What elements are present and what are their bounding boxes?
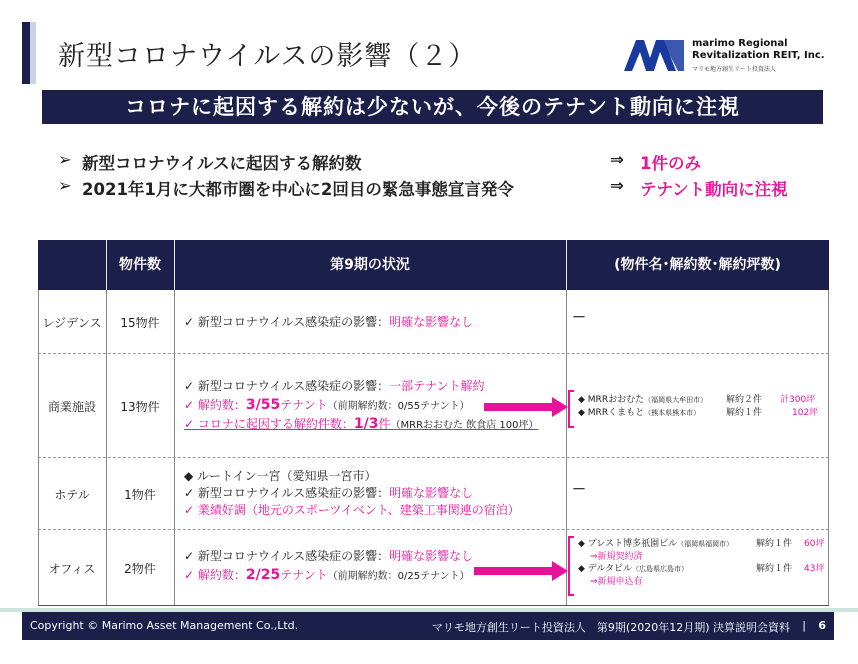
status-label: ✓ コロナに起因する解約件数： bbox=[184, 417, 354, 431]
row-count: 2物件 bbox=[124, 562, 156, 576]
cancel-area: 43坪 bbox=[804, 564, 825, 574]
cancel-ratio: 3/55 bbox=[245, 397, 281, 413]
hotel-name: ◆ ルートイン一宮（愛知県一宮市） bbox=[184, 469, 377, 483]
property-name: プレスト博多祇園ビル bbox=[587, 539, 678, 549]
row-count: 15物件 bbox=[120, 316, 160, 330]
table-row-office bbox=[38, 530, 829, 606]
property-name: デルタビル bbox=[587, 564, 632, 574]
previous-cancel: （前期解約数：0/25テナント） bbox=[327, 571, 470, 582]
status-label: ✓ 新型コロナウイルス感染症の影響： bbox=[184, 379, 390, 393]
header-status: 第9期の状況 bbox=[330, 257, 410, 273]
implies-icon: ⇒ bbox=[610, 150, 624, 169]
row-type: ホテル bbox=[54, 488, 90, 502]
detail-dash: － bbox=[572, 482, 586, 498]
logo-text-line2: Revitalization REIT, Inc. bbox=[692, 50, 825, 61]
logo-text-line1: marimo Regional bbox=[692, 38, 788, 49]
property-name: MRRおおむた bbox=[587, 395, 645, 405]
detail-bracket bbox=[568, 390, 574, 428]
bullet-text: 新型コロナウイルスに起因する解約数 bbox=[82, 154, 362, 173]
arrow-head-icon bbox=[552, 561, 568, 581]
cancel-area: 計300坪 bbox=[780, 395, 816, 405]
cancel-count: 解約１件 bbox=[756, 539, 793, 549]
arrow-office bbox=[474, 567, 554, 575]
status-unit: テナント bbox=[280, 568, 328, 582]
bullet-result: 1件のみ bbox=[640, 154, 701, 173]
row-count: 1物件 bbox=[124, 488, 156, 502]
detail-item bbox=[578, 407, 840, 420]
footer bbox=[22, 612, 834, 640]
table-row-residence bbox=[38, 290, 829, 354]
diamond-icon: ◆ bbox=[578, 564, 585, 574]
page-number: 6 bbox=[818, 619, 826, 632]
summary-bullet bbox=[58, 150, 838, 176]
detail-item bbox=[578, 538, 840, 551]
lease-note: ⇒新規申込有 bbox=[590, 577, 643, 587]
detail-item bbox=[578, 563, 840, 576]
cancel-area: 102坪 bbox=[792, 408, 819, 418]
arrow-head-icon bbox=[552, 397, 568, 417]
summary-bullets bbox=[58, 150, 838, 202]
title-accent-bar bbox=[22, 22, 30, 84]
cancel-ratio: 2/25 bbox=[245, 567, 281, 583]
property-location: （福岡県福岡市） bbox=[677, 540, 734, 548]
header-count: 物件数 bbox=[119, 257, 161, 273]
status-table bbox=[38, 240, 829, 606]
covid-cancel-ratio: 1/3 bbox=[353, 416, 379, 432]
title-accent-light bbox=[30, 22, 36, 84]
row-type: オフィス bbox=[48, 562, 96, 576]
detail-dash: － bbox=[572, 310, 586, 326]
bullet-result: テナント動向に注視 bbox=[640, 180, 788, 199]
status-highlight: 明確な影響なし bbox=[389, 486, 474, 500]
row-detail bbox=[572, 484, 834, 499]
bullet-text: 2021年1月に大都市圏を中心に2回目の緊急事態宣言発令 bbox=[82, 180, 514, 199]
status-label: ✓ 解約数： bbox=[184, 398, 246, 412]
row-detail bbox=[572, 312, 834, 327]
row-detail bbox=[578, 538, 840, 588]
lease-note: ⇒新規契約済 bbox=[590, 552, 643, 562]
cancel-area: 60坪 bbox=[804, 539, 825, 549]
diamond-icon: ◆ bbox=[578, 395, 585, 405]
company-logo bbox=[622, 36, 832, 76]
previous-cancel: （前期解約数：0/55テナント） bbox=[327, 401, 470, 412]
status-highlight: 一部テナント解約 bbox=[389, 379, 485, 393]
arrow-commercial bbox=[484, 403, 554, 411]
header-type bbox=[38, 240, 106, 290]
footer-document: マリモ地方創生リート投資法人 第9期(2020年12月期) 決算説明会資料 bbox=[431, 621, 790, 634]
table-row-commercial bbox=[38, 354, 829, 458]
diamond-icon: ◆ bbox=[578, 408, 585, 418]
status-highlight: 明確な影響なし bbox=[389, 315, 474, 329]
property-location: （広島県広島市） bbox=[632, 565, 688, 573]
property-location: （福岡県大牟田市） bbox=[644, 396, 708, 404]
footer-separator: | bbox=[802, 619, 806, 632]
status-unit: 件 bbox=[378, 417, 391, 431]
row-count: 13物件 bbox=[120, 400, 160, 414]
cancel-count: 解約１件 bbox=[726, 408, 763, 418]
status-highlight: 明確な影響なし bbox=[389, 549, 474, 563]
status-label: ✓ 新型コロナウイルス感染症の影響： bbox=[184, 315, 390, 329]
bullet-arrow-icon: ➢ bbox=[58, 176, 72, 195]
row-type: 商業施設 bbox=[47, 400, 96, 414]
page-title: 新型コロナウイルスの影響（２） bbox=[58, 41, 477, 72]
headline-banner: コロナに起因する解約は少ないが、今後のテナント動向に注視 bbox=[42, 90, 823, 124]
status-label: ✓ 解約数： bbox=[184, 568, 246, 582]
property-name: MRRくまもと bbox=[587, 408, 645, 418]
table-row-hotel bbox=[38, 458, 829, 530]
hotel-performance: ✓ 業績好調（地元のスポーツイベント、建築工事関連の宿泊） bbox=[184, 503, 520, 517]
detail-bracket bbox=[568, 536, 574, 596]
summary-bullet bbox=[58, 176, 838, 202]
detail-item bbox=[578, 394, 840, 407]
cancel-count: 解約２件 bbox=[726, 395, 763, 405]
logo-text-line3: マリモ地方創生リート投資法人 bbox=[692, 66, 777, 73]
property-location: （熊本県熊本市） bbox=[644, 409, 701, 417]
cancel-count: 解約１件 bbox=[756, 564, 793, 574]
bullet-arrow-icon: ➢ bbox=[58, 150, 72, 169]
covid-cancel-note: （MRRおおむた 飲食店 100坪） bbox=[390, 420, 539, 431]
status-unit: テナント bbox=[280, 398, 328, 412]
footer-copyright: Copyright © Marimo Asset Management Co.,Ltd. bbox=[30, 619, 299, 632]
table-header bbox=[38, 240, 829, 290]
row-status bbox=[184, 468, 564, 519]
status-label: ✓ 新型コロナウイルス感染症の影響： bbox=[184, 486, 390, 500]
implies-icon: ⇒ bbox=[610, 176, 624, 195]
header-detail: (物件名･解約数･解約坪数) bbox=[614, 257, 781, 273]
logo-mark-icon bbox=[622, 38, 686, 72]
status-label: ✓ 新型コロナウイルス感染症の影響： bbox=[184, 549, 390, 563]
row-detail bbox=[578, 394, 840, 420]
diamond-icon: ◆ bbox=[578, 539, 585, 549]
row-status bbox=[184, 314, 564, 330]
row-type: レジデンス bbox=[42, 316, 102, 330]
